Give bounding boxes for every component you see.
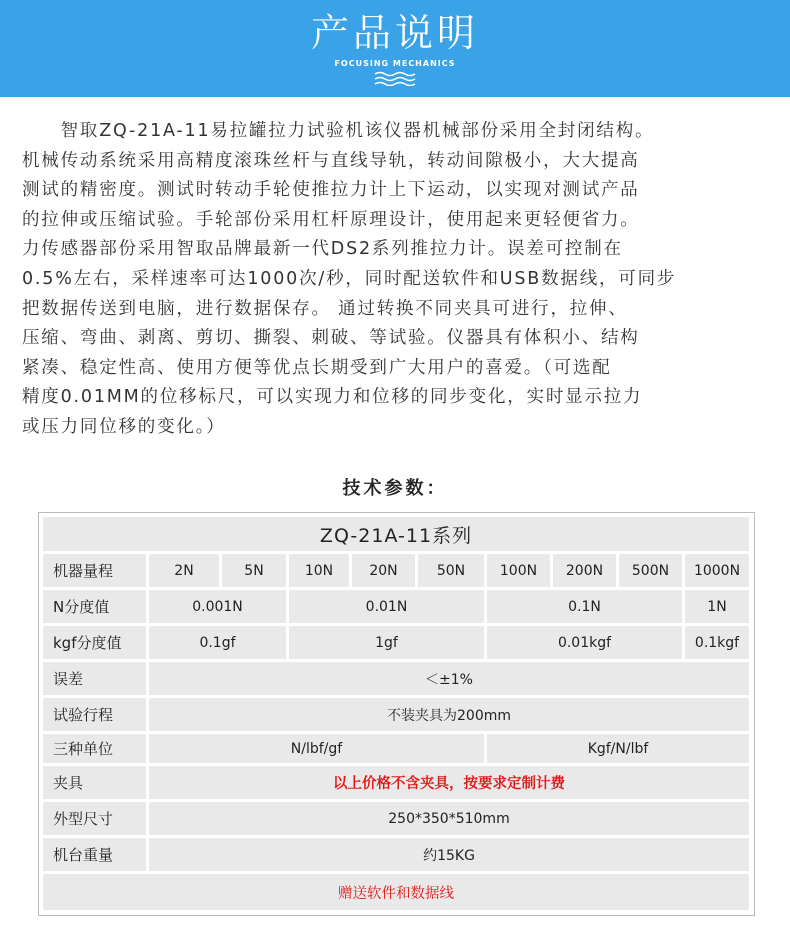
- capacity-value: 5N: [222, 554, 286, 587]
- intro-line: 力传感器部份采用智取品牌最新一代DS2系列推拉力计。误差可控制在: [22, 239, 623, 260]
- stroke-value: 不装夹具为200mm: [149, 698, 749, 731]
- n-resolution-value: 1N: [685, 590, 749, 623]
- units-label: 三种单位: [43, 734, 146, 763]
- n-resolution-value: 0.1N: [487, 590, 682, 623]
- kgf-resolution-label: kgf分度值: [43, 626, 146, 659]
- intro-line: 紧凑、稳定性高、使用方便等优点长期受到广大用户的喜爱。（可选配: [22, 357, 612, 378]
- banner-subtitle: FOCUSING MECHANICS: [334, 59, 456, 68]
- error-value: ＜±1%: [149, 662, 749, 695]
- dimensions-value: 250*350*510mm: [149, 802, 749, 835]
- fixture-value: 以上价格不含夹具，按要求定制计费: [149, 766, 749, 799]
- intro-line: 智取ZQ-21A-11易拉罐拉力试验机该仪器机械部份采用全封闭结构。: [22, 121, 655, 141]
- kgf-resolution-value: 0.01kgf: [487, 626, 682, 659]
- capacity-label: 机器量程: [43, 554, 146, 587]
- gift-note: 赠送软件和数据线: [43, 874, 749, 910]
- kgf-resolution-value: 0.1kgf: [685, 626, 749, 659]
- capacity-value: 50N: [418, 554, 484, 587]
- intro-line: 0.5%左右，采样速率可达1000次/秒，同时配送软件和USB数据线，可同步: [22, 268, 677, 289]
- intro-line: 压缩、弯曲、剥离、剪切、撕裂、刺破、等试验。仪器具有体积小、结构: [22, 328, 640, 349]
- intro-line: 精度0.01MM的位移标尺，可以实现力和位移的同步变化，实时显示拉力: [22, 387, 643, 408]
- header-banner: [0, 0, 790, 97]
- intro-line: 测试的精密度。测试时转动手轮使推拉力计上下运动，以实现对测试产品: [22, 180, 640, 201]
- stroke-label: 试验行程: [43, 698, 146, 731]
- intro-line: 机械传动系统采用高精度滚珠丝杆与直线导轨，转动间隙极小，大大提高: [22, 150, 640, 171]
- table-title: ZQ-21A-11系列: [43, 517, 749, 551]
- n-resolution-label: N分度值: [43, 590, 146, 623]
- fixture-label: 夹具: [43, 766, 146, 799]
- kgf-resolution-value: 0.1gf: [149, 626, 286, 659]
- kgf-resolution-value: 1gf: [289, 626, 484, 659]
- wave-icon: [373, 70, 417, 86]
- capacity-value: 1000N: [685, 554, 749, 587]
- intro-paragraph: [22, 117, 782, 443]
- units-value: Kgf/N/lbf: [487, 734, 749, 763]
- page-title: 产品说明: [310, 11, 479, 55]
- error-label: 误差: [43, 662, 146, 695]
- intro-line: 或压力同位移的变化。）: [22, 416, 226, 437]
- intro-line: 把数据传送到电脑，进行数据保存。 通过转换不同夹具可进行，拉伸、: [22, 298, 628, 319]
- spec-heading: 技术参数：: [342, 478, 448, 499]
- capacity-value: 100N: [487, 554, 550, 587]
- capacity-value: 500N: [619, 554, 682, 587]
- intro-line: 的拉伸或压缩试验。手轮部份采用杠杆原理设计，使用起来更轻便省力。: [22, 209, 640, 230]
- weight-label: 机台重量: [43, 838, 146, 871]
- capacity-value: 10N: [289, 554, 349, 587]
- n-resolution-value: 0.01N: [289, 590, 484, 623]
- units-value: N/lbf/gf: [149, 734, 484, 763]
- capacity-value: 20N: [352, 554, 415, 587]
- capacity-value: 200N: [553, 554, 616, 587]
- n-resolution-value: 0.001N: [149, 590, 286, 623]
- dimensions-label: 外型尺寸: [43, 802, 146, 835]
- weight-value: 约15KG: [149, 838, 749, 871]
- capacity-value: 2N: [149, 554, 219, 587]
